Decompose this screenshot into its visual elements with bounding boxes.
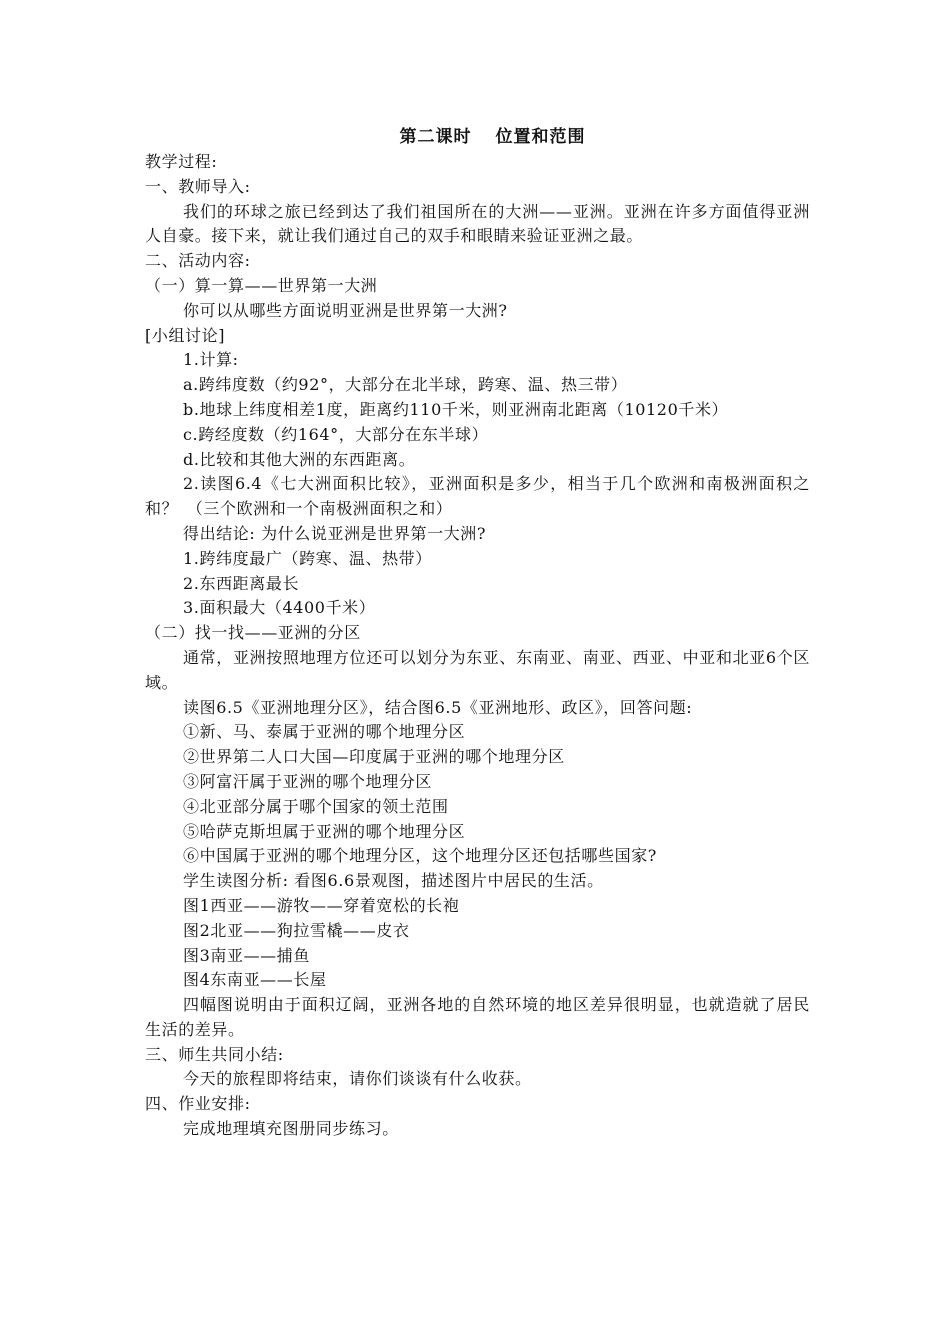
text-line: [小组讨论] bbox=[145, 325, 226, 345]
text-line: 3.面积最大（4400千米） bbox=[183, 598, 376, 618]
text-line: ④北亚部分属于哪个国家的领土范围 bbox=[183, 796, 449, 816]
text-line: 1.跨纬度最广（跨寒、温、热带） bbox=[183, 548, 432, 568]
text-line: 四幅图说明由于面积辽阔，亚洲各地的自然环境的地区差异很明显，也就造就了居民生活的差异。 bbox=[145, 995, 810, 1039]
text-line: 我们的环球之旅已经到达了我们祖国所在的大洲——亚洲。亚洲在许多方面值得亚洲人自豪。接下来，就让我们通过自己的双手和眼睛来验证亚洲之最。 bbox=[145, 201, 810, 246]
text-line: b.地球上纬度相差1度，距离约110千米，则亚洲南北距离（10120千米） bbox=[183, 399, 729, 419]
text-line: d.比较和其他大洲的东西距离。 bbox=[183, 449, 416, 469]
text-line: 二、活动内容: bbox=[145, 251, 251, 271]
text-line: 完成地理填充图册同步练习。 bbox=[183, 1119, 399, 1139]
text-line: 图4东南亚——长屋 bbox=[183, 970, 327, 990]
text-line: ⑤哈萨克斯坦属于亚洲的哪个地理分区 bbox=[183, 821, 466, 841]
text-line: 三、师生共同小结: bbox=[145, 1044, 284, 1064]
text-line: 通常，亚洲按照地理方位还可以划分为东亚、东南亚、南亚、西亚、中亚和北亚6个区域。 bbox=[145, 647, 810, 692]
text-line: （二）找一找——亚洲的分区 bbox=[145, 623, 361, 643]
text-line: 图2北亚——狗拉雪橇——皮衣 bbox=[183, 920, 410, 940]
document-body bbox=[145, 150, 810, 1142]
document-page bbox=[145, 124, 810, 1142]
text-line: ③阿富汗属于亚洲的哪个地理分区 bbox=[183, 771, 433, 791]
page-title bbox=[145, 124, 810, 150]
text-line: 图3南亚——捕鱼 bbox=[183, 945, 310, 965]
text-line: c.跨经度数（约164°，大部分在东半球） bbox=[183, 424, 489, 444]
text-line: 1.计算: bbox=[183, 350, 239, 370]
text-line: ②世界第二人口大国—印度属于亚洲的哪个地理分区 bbox=[183, 747, 565, 767]
text-line: 四、作业安排: bbox=[145, 1094, 251, 1114]
text-line: 2.东西距离最长 bbox=[183, 573, 300, 593]
title-topic: 位置和范围 bbox=[495, 127, 586, 147]
title-lesson: 第二课时 bbox=[399, 127, 472, 147]
text-line: 读图6.5《亚洲地理分区》，结合图6.5《亚洲地形、政区》，回答问题: bbox=[183, 697, 693, 717]
text-line: 你可以从哪些方面说明亚洲是世界第一大洲? bbox=[183, 300, 508, 320]
text-line: a.跨纬度数（约92°，大部分在北半球，跨寒、温、热三带） bbox=[183, 375, 628, 395]
text-line: 得出结论: 为什么说亚洲是世界第一大洲? bbox=[183, 523, 487, 543]
text-line: 图1西亚——游牧——穿着宽松的长袍 bbox=[183, 895, 460, 915]
text-line: 一、教师导入: bbox=[145, 176, 251, 196]
text-line: 学生读图分析: 看图6.6景观图，描述图片中居民的生活。 bbox=[183, 871, 604, 891]
text-line: （一）算一算——世界第一大洲 bbox=[145, 275, 378, 295]
text-line: ⑥中国属于亚洲的哪个地理分区，这个地理分区还包括哪些国家? bbox=[183, 846, 657, 866]
text-line: 今天的旅程即将结束，请你们谈谈有什么收获。 bbox=[183, 1069, 532, 1089]
text-line: 2.读图6.4《七大洲面积比较》，亚洲面积是多少，相当于几个欧洲和南极洲面积之和？ （三个欧洲和一个南极洲面积之和） bbox=[145, 474, 810, 519]
text-line: ①新、马、泰属于亚洲的哪个地理分区 bbox=[183, 722, 466, 742]
text-line: 教学过程: bbox=[145, 152, 218, 171]
